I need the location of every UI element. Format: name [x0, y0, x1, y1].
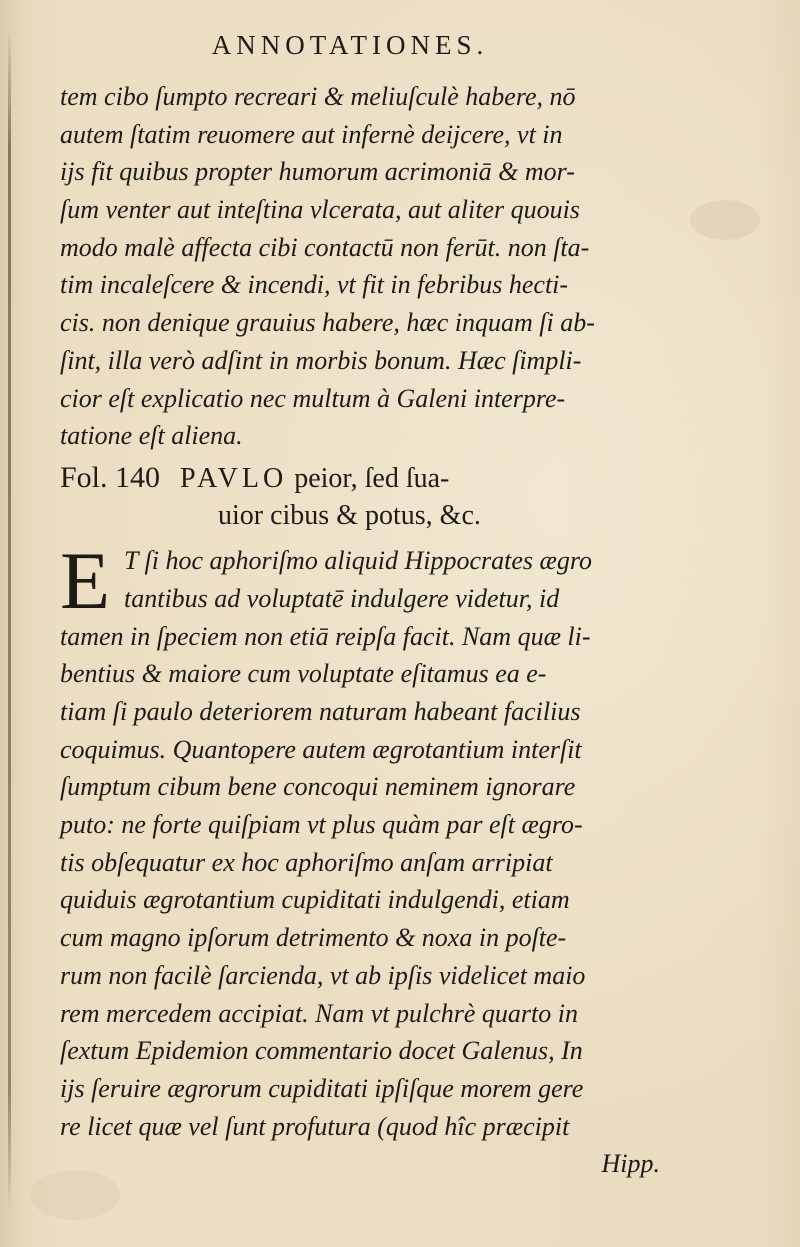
text-line: cior eſt explicatio nec multum à Galeni interpre-: [60, 383, 566, 413]
text-line: coquimus. Quantopere autem ægrotantium interſit: [60, 734, 582, 764]
text-block: [60, 78, 660, 1183]
text-line: ſint, illa verò adſint in morbis bonum. Hæc ſimpli-: [60, 345, 582, 375]
text-line: rem mercedem accipiat. Nam vt pulchrè quarto in: [60, 998, 578, 1028]
commentary-paragraph: [60, 535, 660, 1183]
text-line: tantibus ad voluptatē indulgere videtur, id: [124, 583, 560, 613]
text-line: tamen in ſpeciem non etiā reipſa facit. Nam quæ li-: [60, 621, 591, 651]
folio-reference: Fol. 140: [60, 460, 161, 494]
lemma-line: [60, 459, 660, 497]
text-line: cum magno ipſorum detrimento & noxa in poſte-: [60, 923, 567, 953]
page-gutter-edge: [8, 30, 11, 1210]
drop-cap: E: [60, 535, 111, 627]
text-line: ijs ſeruire ægrorum cupiditati ipſiſque morem gere: [60, 1073, 584, 1103]
text-line: ſumptum cibum bene concoqui neminem ignorare: [60, 772, 576, 802]
text-line: rum non facilè ſarcienda, vt ab ipſis videlicet maio: [60, 960, 586, 990]
text-line: autem ſtatim reuomere aut infernè deijcere, vt in: [60, 119, 563, 149]
running-head: ANNOTATIONES.: [211, 30, 489, 60]
text-line: puto: ne forte quiſpiam vt plus quàm par eſt ægro-: [60, 810, 583, 840]
lemma-text: peior, ſed ſua-: [294, 462, 450, 494]
lemma-line: uior cibus & potus, &c.: [218, 499, 481, 531]
text-line: ijs fit quibus propter humorum acrimoniā & mor-: [60, 157, 575, 187]
text-line: tis obſequatur ex hoc aphoriſmo anſam arripiat: [60, 847, 553, 877]
text-line: tatione eſt aliena.: [60, 421, 243, 451]
lemma-heading: [60, 459, 660, 534]
paper-stain: [690, 200, 760, 240]
text-line: tem cibo ſumpto recreari & meliuſculè habere, nō: [60, 82, 576, 111]
text-line: bentius & maiore cum voluptate eſitamus ea e-: [60, 659, 547, 689]
lemma-head: PAVLO: [180, 462, 288, 494]
text-line: T ſi hoc aphoriſmo aliquid Hippocrates ægro: [124, 546, 593, 576]
text-line: re licet quæ vel ſunt profutura (quod hîc præcipit: [60, 1111, 570, 1141]
text-line: cis. non denique grauius habere, hæc inquam ſi ab-: [60, 308, 595, 338]
paragraph-continuation: [60, 78, 660, 455]
text-line: ſextum Epidemion commentario docet Galenus, In: [60, 1036, 583, 1066]
text-line: modo malè affecta cibi contactū non ferūt. non ſta-: [60, 232, 590, 262]
text-line: tiam ſi paulo deteriorem naturam habeant facilius: [60, 697, 581, 726]
text-line: tim incaleſcere & incendi, vt fit in febribus hecti-: [60, 270, 569, 300]
text-line: ſum venter aut inteſtina vlcerata, aut aliter quouis: [60, 195, 580, 225]
catchword: Hipp.: [601, 1149, 660, 1179]
text-line: quiduis ægrotantium cupiditati indulgendi, etiam: [60, 885, 570, 915]
